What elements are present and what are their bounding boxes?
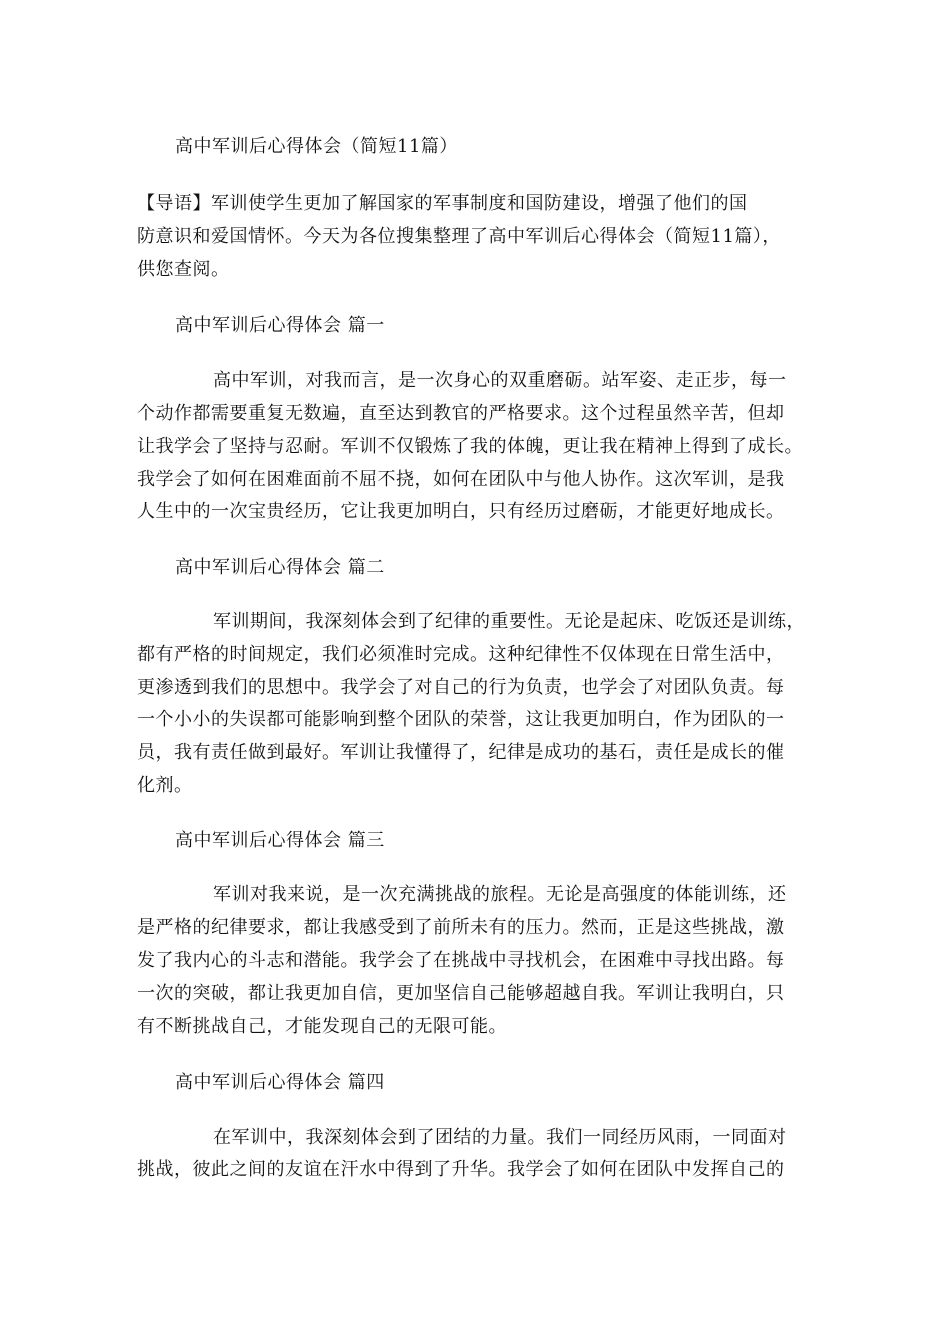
paragraph-line: 让我学会了坚持与忍耐。军训不仅锻炼了我的体魄，更让我在精神上得到了成长。 (137, 436, 803, 457)
section-heading: 高中军训后心得体会 篇一 (175, 315, 385, 336)
section-heading: 高中军训后心得体会 篇三 (175, 830, 385, 851)
paragraph-line: 军训对我来说，是一次充满挑战的旅程。无论是高强度的体能训练，还 (213, 884, 787, 905)
intro-line: 防意识和爱国情怀。今天为各位搜集整理了高中军训后心得体会（简短11篇）， (137, 226, 781, 247)
paragraph-line: 个动作都需要重复无数遍，直至达到教官的严格要求。这个过程虽然辛苦，但却 (137, 403, 785, 424)
paragraph-line: 有不断挑战自己，才能发现自己的无限可能。 (137, 1016, 507, 1037)
paragraph-line: 化剂。 (137, 775, 193, 796)
paragraph-line: 一个小小的失误都可能影响到整个团队的荣誉，这让我更加明白，作为团队的一 (137, 709, 785, 730)
paragraph-line: 挑战，彼此之间的友谊在汗水中得到了升华。我学会了如何在团队中发挥自己的 (137, 1159, 785, 1180)
document-title: 高中军训后心得体会（简短11篇） (175, 136, 458, 157)
section-heading: 高中军训后心得体会 篇四 (175, 1072, 385, 1093)
paragraph-line: 是严格的纪律要求，都让我感受到了前所未有的压力。然而，正是这些挑战，激 (137, 917, 785, 938)
paragraph-line: 人生中的一次宝贵经历，它让我更加明白，只有经历过磨砺，才能更好地成长。 (137, 501, 785, 522)
paragraph-line: 军训期间，我深刻体会到了纪律的重要性。无论是起床、吃饭还是训练， (213, 611, 805, 632)
paragraph-line: 都有严格的时间规定，我们必须准时完成。这种纪律性不仅体现在日常生活中， (137, 644, 785, 665)
paragraph-line: 在军训中，我深刻体会到了团结的力量。我们一同经历风雨，一同面对 (213, 1127, 787, 1148)
intro-line: 供您查阅。 (137, 259, 230, 280)
intro-line: 【导语】军训使学生更加了解国家的军事制度和国防建设，增强了他们的国 (137, 193, 748, 214)
paragraph-line: 高中军训，对我而言，是一次身心的双重磨砺。站军姿、走正步，每一 (213, 370, 787, 391)
paragraph-line: 更渗透到我们的思想中。我学会了对自己的行为负责，也学会了对团队负责。每 (137, 677, 785, 698)
paragraph-line: 我学会了如何在困难面前不屈不挠，如何在团队中与他人协作。这次军训，是我 (137, 469, 785, 490)
section-heading: 高中军训后心得体会 篇二 (175, 557, 385, 578)
paragraph-line: 员，我有责任做到最好。军训让我懂得了，纪律是成功的基石，责任是成长的催 (137, 742, 785, 763)
paragraph-line: 发了我内心的斗志和潜能。我学会了在挑战中寻找机会，在困难中寻找出路。每 (137, 950, 785, 971)
paragraph-line: 一次的突破，都让我更加自信，更加坚信自己能够超越自我。军训让我明白，只 (137, 983, 785, 1004)
